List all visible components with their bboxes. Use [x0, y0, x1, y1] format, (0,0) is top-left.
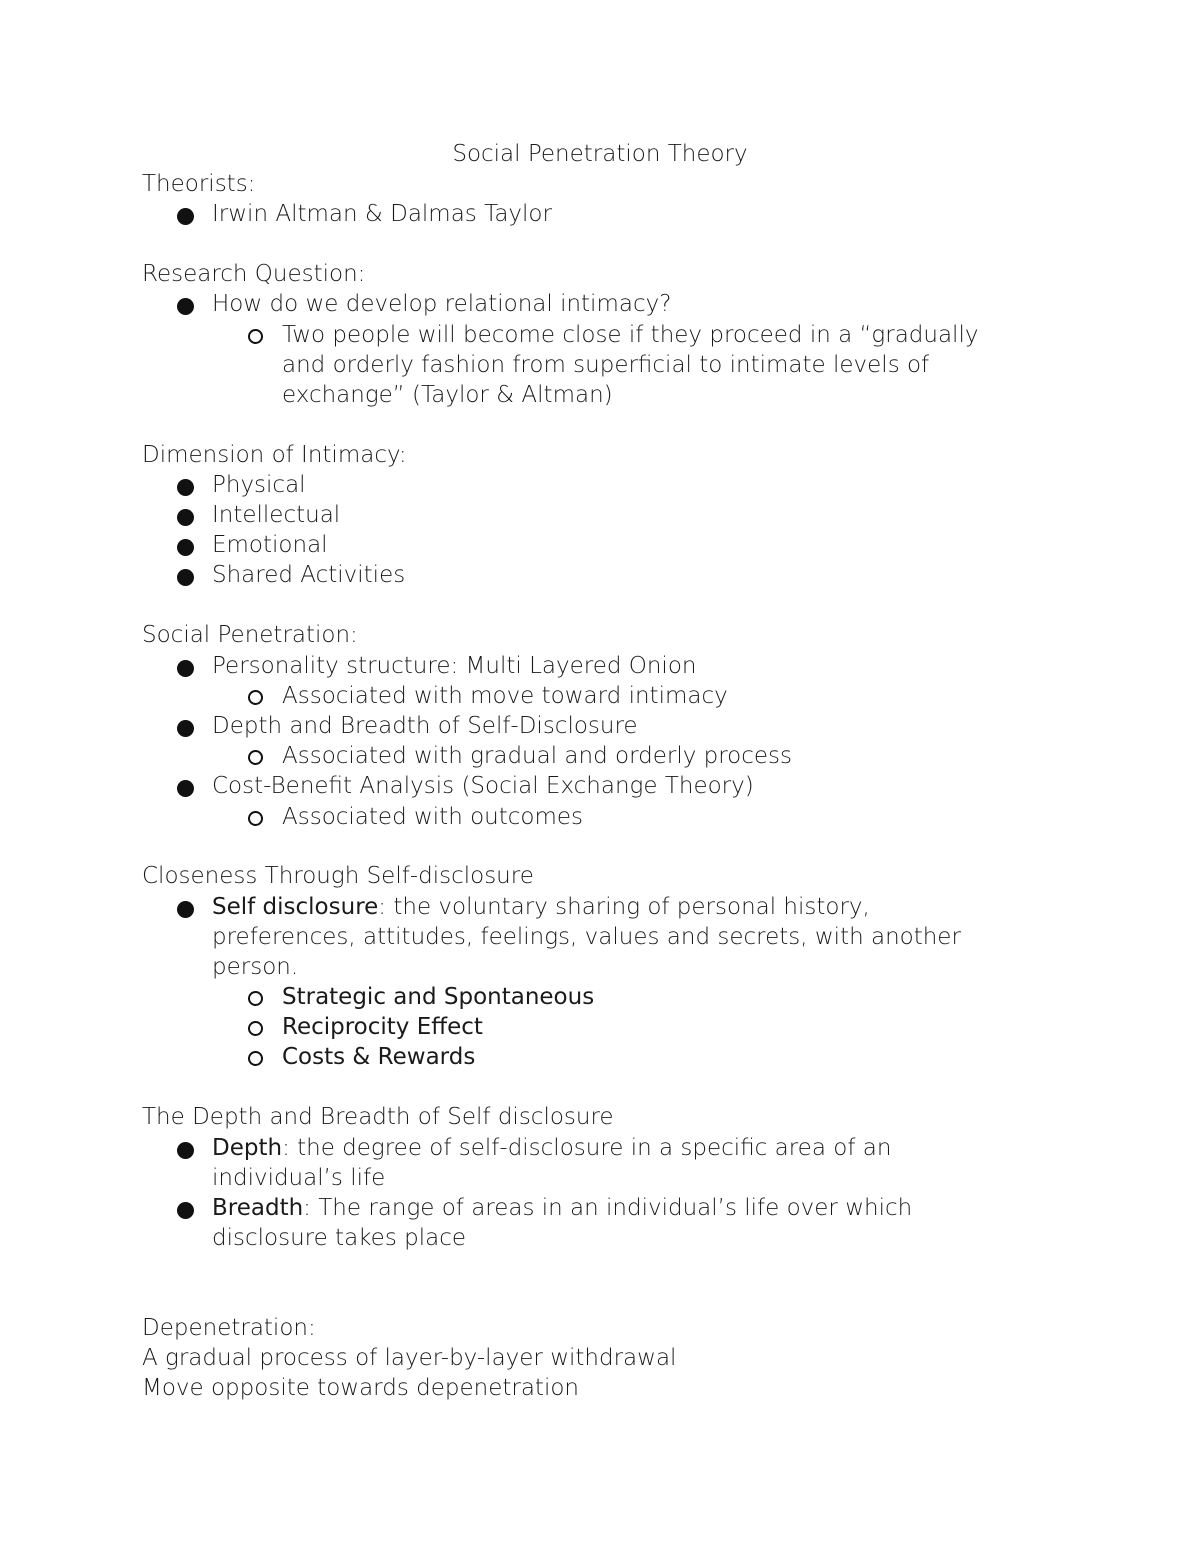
hollow-bullet-icon: [248, 811, 263, 826]
bullet-icon: [177, 509, 194, 526]
heading-dimension-of-intimacy: Dimension of Intimacy:: [142, 442, 407, 468]
dimension-item: Intellectual: [212, 502, 341, 528]
bullet-icon: [177, 660, 194, 677]
term-depth: Depth: [212, 1135, 283, 1161]
bullet-icon: [177, 1142, 194, 1159]
social-penetration-item: Depth and Breadth of Self-Disclosure: [212, 713, 638, 739]
depth-line: individual’s life: [212, 1165, 386, 1191]
term-breadth: Breadth: [212, 1195, 304, 1221]
heading-closeness: Closeness Through Self-disclosure: [142, 863, 534, 889]
hollow-bullet-icon: [248, 690, 263, 705]
closeness-subitem: Strategic and Spontaneous: [282, 984, 595, 1010]
hollow-bullet-icon: [248, 1051, 263, 1066]
heading-social-penetration: Social Penetration:: [142, 622, 358, 648]
bullet-icon: [177, 1202, 194, 1219]
depth-text: : the degree of self-disclosure in a specific area of an: [282, 1135, 892, 1161]
depenetration-line: Move opposite towards depenetration: [142, 1375, 579, 1401]
depenetration-line: A gradual process of layer-by-layer withdrawal: [142, 1345, 677, 1371]
breadth-definition: [212, 1193, 912, 1223]
heading-depth-breadth: The Depth and Breadth of Self disclosure: [142, 1104, 614, 1130]
dimension-item: Physical: [212, 472, 306, 498]
hollow-bullet-icon: [248, 329, 263, 344]
breadth-line: disclosure takes place: [212, 1225, 466, 1251]
definition-line: preferences, attitudes, feelings, values and secrets, with another: [212, 924, 961, 950]
dimension-item: Shared Activities: [212, 562, 406, 588]
bullet-icon: [177, 208, 194, 225]
dimension-item: Emotional: [212, 532, 328, 558]
research-question: How do we develop relational intimacy?: [212, 291, 672, 317]
theorist-item: Irwin Altman & Dalmas Taylor: [212, 201, 552, 227]
social-penetration-subitem: Associated with outcomes: [282, 804, 584, 830]
bullet-icon: [177, 479, 194, 496]
bullet-icon: [177, 780, 194, 797]
closeness-subitem: Reciprocity Effect: [282, 1014, 483, 1040]
term-self-disclosure: Self disclosure: [212, 894, 379, 920]
page-title: Social Penetration Theory: [452, 141, 748, 167]
research-answer-line: exchange” (Taylor & Altman): [282, 382, 613, 408]
definition-text: : the voluntary sharing of personal history,: [378, 894, 870, 920]
breadth-text: : The range of areas in an individual’s life over which: [303, 1195, 913, 1221]
self-disclosure-definition: [212, 892, 870, 922]
bullet-icon: [177, 901, 194, 918]
hollow-bullet-icon: [248, 1021, 263, 1036]
research-answer-line: and orderly fashion from superficial to intimate levels of: [282, 352, 930, 378]
heading-research-question: Research Question:: [142, 261, 366, 287]
bullet-icon: [177, 539, 194, 556]
heading-depenetration: Depenetration:: [142, 1315, 316, 1341]
social-penetration-item: Personality structure: Multi Layered Onion: [212, 653, 697, 679]
social-penetration-subitem: Associated with gradual and orderly process: [282, 743, 793, 769]
bullet-icon: [177, 298, 194, 315]
bullet-icon: [177, 720, 194, 737]
social-penetration-item: Cost-Benefit Analysis (Social Exchange Theory): [212, 773, 754, 799]
research-answer-line: Two people will become close if they proceed in a “gradually: [282, 322, 979, 348]
definition-line: person.: [212, 954, 299, 980]
hollow-bullet-icon: [248, 991, 263, 1006]
closeness-subitem: Costs & Rewards: [282, 1044, 476, 1070]
heading-theorists: Theorists:: [142, 171, 256, 197]
social-penetration-subitem: Associated with move toward intimacy: [282, 683, 728, 709]
hollow-bullet-icon: [248, 750, 263, 765]
depth-definition: [212, 1133, 891, 1163]
bullet-icon: [177, 569, 194, 586]
